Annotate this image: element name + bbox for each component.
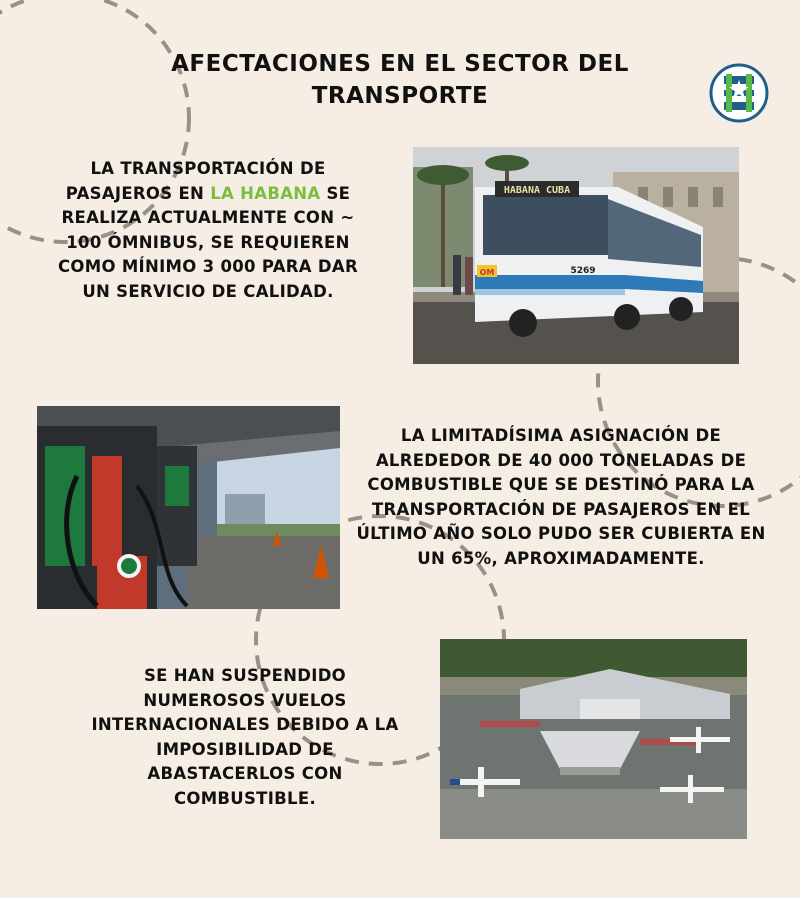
- cuba-flag-letter-logo-icon: [708, 62, 770, 124]
- bus-destination-sign: HABANA CUBA: [503, 185, 571, 196]
- airport-aerial-photo: [440, 639, 747, 839]
- bus-info-part2: SE REALIZA ACTUALMENTE CON ~ 100 ÓMNIBUS, SE REQUIEREN COMO MÍNIMO 3 000 PARA DAR UN SERVICIO DE CALIDAD.: [58, 183, 358, 301]
- bus-info-part1: LA TRANSPORTACIÓN DE PASAJEROS EN: [65, 159, 326, 203]
- bus-badge: OM: [479, 268, 495, 277]
- bus-number: 5269: [570, 266, 596, 276]
- flights-info-text: SE HAN SUSPENDIDO NUMEROSOS VUELOS INTERNACIONALES DEBIDO A LA IMPOSIBILIDAD DE ABASTACERLOS CON COMBUSTIBLE.: [91, 666, 399, 808]
- la-habana-highlight: LA HABANA: [210, 183, 321, 203]
- fuel-info-text: LA LIMITADÍSIMA ASIGNACIÓN DE ALREDEDOR DE 40 000 TONELADAS DE COMBUSTIBLE QUE SE DESTINÓ PARA LA TRANSPORTACIÓN DE PASAJEROS EN EL ÚLTIMO AÑO SOLO PUDO SER CUBIERTA EN UN 65%, APROXIMADAMENTE.: [356, 426, 766, 568]
- bus-photo: [413, 147, 739, 364]
- gas-station-photo: [37, 406, 340, 609]
- page-title: AFECTACIONES EN EL SECTOR DEL TRANSPORTE: [171, 51, 629, 109]
- bus-info-text: [48, 157, 368, 304]
